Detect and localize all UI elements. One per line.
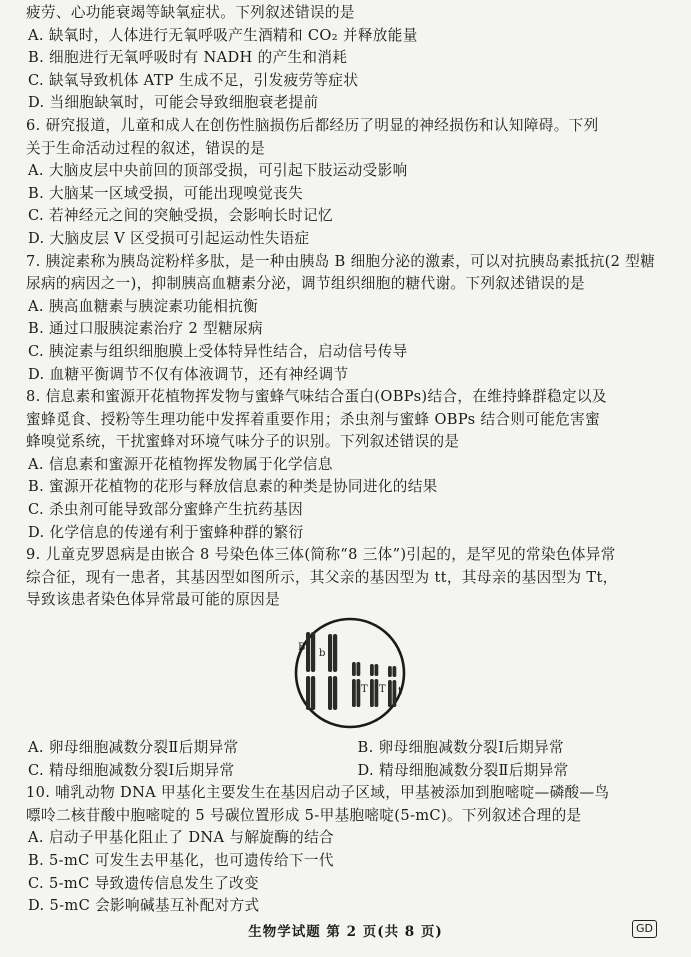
question-8-option-d: D. 化学信息的传递有利于蜜蜂种群的繁衍 [28, 523, 304, 541]
question-8-option-c: C. 杀虫剂可能导致部分蜜蜂产生抗药基因 [28, 501, 304, 519]
question-7-option-d: D. 血糖平衡调节不仅有体液调节，还有神经调节 [28, 365, 349, 383]
question-9-stem-line: 9. 儿童克罗恩病是由嵌合 8 号染色体三体(简称“8 三体”)引起的，是罕见的常染色体异常 [26, 546, 616, 564]
question-10-stem-line: 嘌呤二核苷酸中胞嘧啶的 5 号碳位置形成 5-甲基胞嘧啶(5-mC)。下列叙述合理的是 [26, 806, 582, 824]
question-10-stem-line: 10. 哺乳动物 DNA 甲基化主要发生在基因启动子区域，甲基被添加到胞嘧啶—磷酸—鸟 [26, 784, 610, 802]
question-7-option-a: A. 胰高血糖素与胰淀素功能相抗衡 [28, 297, 259, 315]
chromosome-long-2 [328, 634, 337, 710]
page-footer: 生物学试题 第 2 页(共 8 页) [248, 924, 443, 940]
question-5 [26, 2, 671, 115]
question-6-stem-line: 6. 研究报道，儿童和成人在创伤性脑损伤后都经历了明显的神经损伤和认知障碍。下列 [26, 116, 599, 134]
chromosome-figure [0, 614, 691, 732]
exam-content [26, 2, 671, 612]
question-10-option-a: A. 启动子甲基化阻止了 DNA 与解旋酶的结合 [28, 829, 335, 847]
region-badge: GD [632, 920, 657, 938]
exam-content-lower [26, 737, 671, 918]
question-6 [26, 115, 671, 251]
question-8 [26, 386, 671, 544]
question-10-option-c: C. 5-mC 导致遗传信息发生了改变 [28, 874, 259, 892]
gene-label-t2: T [379, 684, 386, 695]
question-10-option-d: D. 5-mC 会影响碱基互补配对方式 [28, 897, 260, 915]
question-6-option-c: C. 若神经元之间的突触受损，会影响长时记忆 [28, 207, 333, 225]
question-9-options-row [26, 760, 671, 783]
question-10 [26, 782, 671, 918]
gene-label-t3: t [398, 686, 403, 697]
question-9-options-row [26, 737, 671, 760]
question-7-stem-line: 7. 胰淀素称为胰岛淀粉样多肽，是一种由胰岛 B 细胞分泌的激素，可以对抗胰岛素抵抗(2 型糖 [26, 252, 656, 270]
question-7-stem-line: 尿病的病因之一)，抑制胰高血糖素分泌，调节组织细胞的糖代谢。下列叙述错误的是 [26, 275, 585, 293]
question-5-option-c: C. 缺氧导致机体 ATP 生成不足，引发疲劳等症状 [28, 71, 359, 89]
question-7-option-b: B. 通过口服胰淀素治疗 2 型糖尿病 [28, 320, 263, 338]
question-9-option-d: D. 精母细胞减数分裂Ⅱ后期异常 [357, 761, 569, 779]
question-9-option-b: B. 卵母细胞减数分裂Ⅰ后期异常 [357, 739, 564, 756]
question-8-option-b: B. 蜜源开花植物的花形与释放信息素的种类是协同进化的结果 [28, 478, 438, 496]
chromosome-short-2 [370, 664, 378, 707]
question-8-stem-line: 蜂嗅觉系统，干扰蜜蜂对环境气味分子的识别。下列叙述错误的是 [26, 433, 460, 451]
chromosome-short-1 [352, 662, 360, 707]
question-9 [26, 544, 671, 612]
question-5-stem: 疲劳、心功能衰竭等缺氧症状。下列叙述错误的是 [26, 4, 355, 21]
chromosome-short-3 [388, 666, 396, 707]
gene-label-b-lower: b [319, 648, 326, 659]
question-7-option-c: C. 胰淀素与组织细胞膜上受体特异性结合，启动信号传导 [28, 342, 408, 360]
question-6-option-d: D. 大脑皮层 V 区受损可引起运动性失语症 [28, 229, 310, 247]
cell-diagram [270, 614, 430, 732]
question-5-option-d: D. 当细胞缺氧时，可能会导致细胞衰老提前 [28, 94, 319, 112]
question-5-option-b: B. 细胞进行无氧呼吸时有 NADH 的产生和消耗 [28, 49, 348, 67]
question-6-option-a: A. 大脑皮层中央前回的顶部受损，可引起下肢运动受影响 [28, 162, 408, 180]
question-8-option-a: A. 信息素和蜜源开花植物挥发物属于化学信息 [28, 455, 333, 473]
question-6-option-b: B. 大脑某一区域受损，可能出现嗅觉丧失 [28, 184, 304, 202]
question-8-stem-line: 8. 信息素和蜜源开花植物挥发物与蜜蜂气味结合蛋白(OBPs)结合，在维持蜂群稳定以及 [26, 388, 607, 406]
question-6-stem-line: 关于生命活动过程的叙述，错误的是 [26, 139, 266, 157]
question-9-option-a: A. 卵母细胞减数分裂Ⅱ后期异常 [28, 739, 239, 756]
question-9-stem-line: 导致该患者染色体异常最可能的原因是 [26, 591, 281, 609]
question-10-option-b: B. 5-mC 可发生去甲基化，也可遗传给下一代 [28, 851, 334, 869]
question-9-option-c: C. 精母细胞减数分裂Ⅰ后期异常 [28, 761, 235, 779]
gene-label-b-upper: B [298, 642, 306, 653]
question-5-option-a: A. 缺氧时，人体进行无氧呼吸产生酒精和 CO₂ 并释放能量 [28, 26, 418, 44]
chromosome-long-1 [306, 632, 315, 710]
gene-label-t1: T [361, 684, 368, 695]
question-9-stem-line: 综合征，现有一患者，其基因型如图所示，其父亲的基因型为 tt，其母亲的基因型为 Tt， [26, 568, 618, 586]
question-7 [26, 251, 671, 387]
question-8-stem-line: 蜜蜂觅食、授粉等生理功能中发挥着重要作用；杀虫剂与蜜蜂 OBPs 结合则可能危害蜜 [26, 410, 601, 428]
